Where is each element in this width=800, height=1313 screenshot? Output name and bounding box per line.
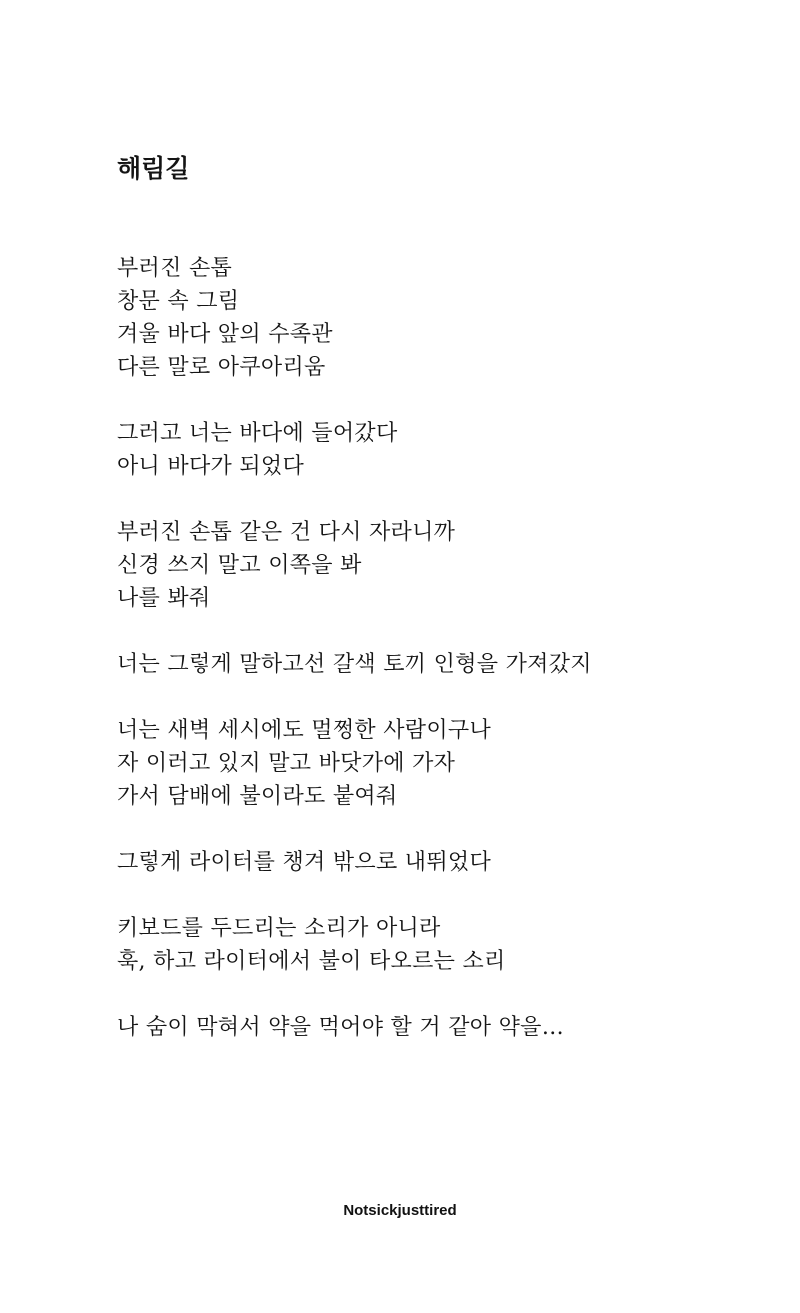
stanza-7 [117, 912, 757, 978]
poem-line: 나를 봐줘 [117, 586, 211, 611]
stanza-3 [117, 516, 757, 615]
poem-line: 그러고 너는 바다에 들어갔다 [117, 421, 398, 446]
poem-line: 창문 속 그림 [117, 289, 240, 314]
stanza-8 [117, 1011, 757, 1044]
poem-line: 가서 담배에 불이라도 붙여줘 [117, 784, 398, 809]
poem-line: 아니 바다가 되었다 [117, 454, 305, 479]
poem-line: 너는 그렇게 말하고선 갈색 토끼 인형을 가져갔지 [117, 652, 592, 677]
poem-line: 그렇게 라이터를 챙겨 밖으로 내뛰었다 [117, 850, 492, 875]
stanza-4 [117, 648, 757, 681]
stanza-1 [117, 252, 757, 384]
author-signature: Notsickjusttired [343, 1202, 457, 1219]
poem-line: 키보드를 두드리는 소리가 아니라 [117, 916, 441, 941]
poem-body [117, 252, 757, 1077]
stanza-6 [117, 846, 757, 879]
poem-line: 나 숨이 막혀서 약을 먹어야 할 거 같아 약을… [117, 1015, 565, 1040]
poem-line: 훅, 하고 라이터에서 불이 타오르는 소리 [117, 949, 506, 974]
stanza-5 [117, 714, 757, 813]
poem-line: 다른 말로 아쿠아리움 [117, 355, 326, 380]
poem-line: 부러진 손톱 [117, 256, 233, 281]
poem-line: 겨울 바다 앞의 수족관 [117, 322, 333, 347]
poem-line: 신경 쓰지 말고 이쪽을 봐 [117, 553, 362, 578]
poem-title: 해림길 [117, 154, 190, 183]
poem-line: 부러진 손톱 같은 건 다시 자라니까 [117, 520, 456, 545]
poem-line: 너는 새벽 세시에도 멀쩡한 사람이구나 [117, 718, 492, 743]
poem-line: 자 이러고 있지 말고 바닷가에 가자 [117, 751, 456, 776]
stanza-2 [117, 417, 757, 483]
